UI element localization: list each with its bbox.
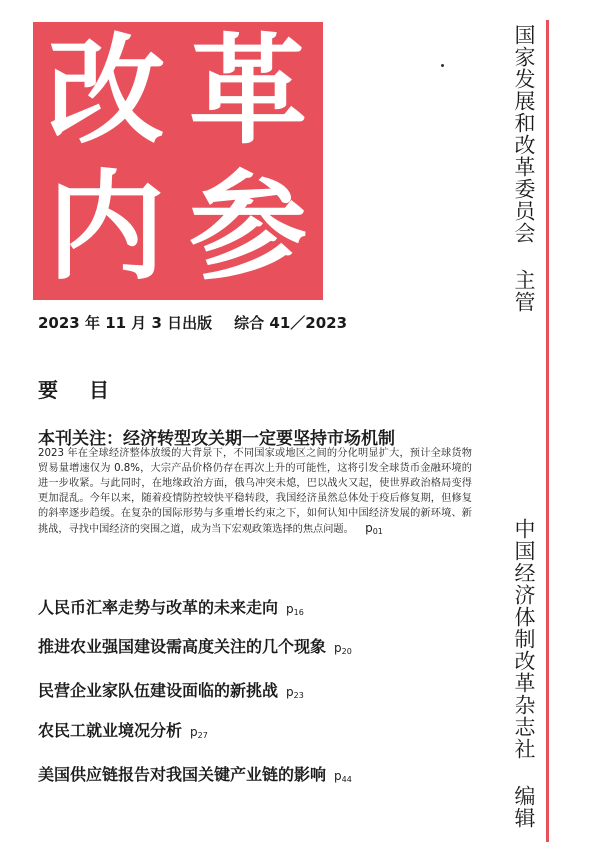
feature-title[interactable]: 本刊关注：经济转型攻关期一定要坚持市场机制 — [38, 429, 395, 449]
page-number: $p_{23}$ — [286, 685, 304, 700]
toc-item-title: 美国供应链报告对我国关键产业链的影响 — [38, 765, 327, 784]
toc-item-title: 民营企业家队伍建设面临的新挑战 — [38, 681, 279, 700]
issue-date: 2023 年 11 月 3 日出版 — [38, 314, 213, 332]
toc-item[interactable] — [38, 595, 304, 618]
logo-char: 内 — [46, 158, 165, 296]
logo-char: 改 — [46, 22, 165, 160]
toc-item[interactable] — [38, 718, 208, 741]
logo-char: 革 — [188, 22, 307, 160]
issue-number: 综合 41／2023 — [234, 314, 348, 332]
issue-info — [38, 312, 347, 333]
feature-summary-text: 2023 年在全球经济整体放缓的大背景下，不同国家或地区之间的分化明显扩大，预计全球货物贸易量增速仅为 0.8%，大宗产品价格仍存在再次上升的可能性，这将引发全球货币金融环境的进一步收紧。与此同时，在地缘政治方面，俄乌冲突未熄，巴以战火又起，使世界政治格局变得更加混乱。今年以来，随着疫情防控较快平稳转段，我国经济虽然总体处于疫后修复期，但修复的斜率逐步趋缓。在复杂的国际形势与多重增长约束之下，如何认知中国经济发展的新环境、新挑战，寻找中国经济的突围之道，成为当下宏观政策选择的焦点问题。 — [38, 448, 472, 535]
toc-item-title: 推进农业强国建设需高度关注的几个现象 — [38, 637, 327, 656]
toc-item[interactable] — [38, 678, 304, 701]
speck-mark — [441, 64, 444, 67]
toc-item[interactable] — [38, 634, 352, 657]
page-number: $p_{01}$ — [365, 521, 383, 536]
page-number: $p_{27}$ — [190, 725, 208, 740]
page-number: $p_{44}$ — [334, 769, 352, 784]
journal-logo — [33, 22, 323, 300]
side-rule — [546, 20, 549, 842]
toc-item-title: 农民工就业境况分析 — [38, 721, 183, 740]
page-number: $p_{20}$ — [334, 641, 352, 656]
editor-text: 中国经济体制改革杂志社 编辑 — [512, 518, 536, 829]
page-number: $p_{16}$ — [286, 602, 304, 617]
logo-char: 参 — [188, 158, 307, 296]
feature-summary — [38, 446, 472, 539]
supervisor-text: 国家发展和改革委员会 主管 — [512, 24, 536, 313]
toc-item[interactable] — [38, 762, 352, 785]
toc-heading: 要 目 — [38, 378, 121, 402]
toc-item-title: 人民币汇率走势与改革的未来走向 — [38, 598, 279, 617]
